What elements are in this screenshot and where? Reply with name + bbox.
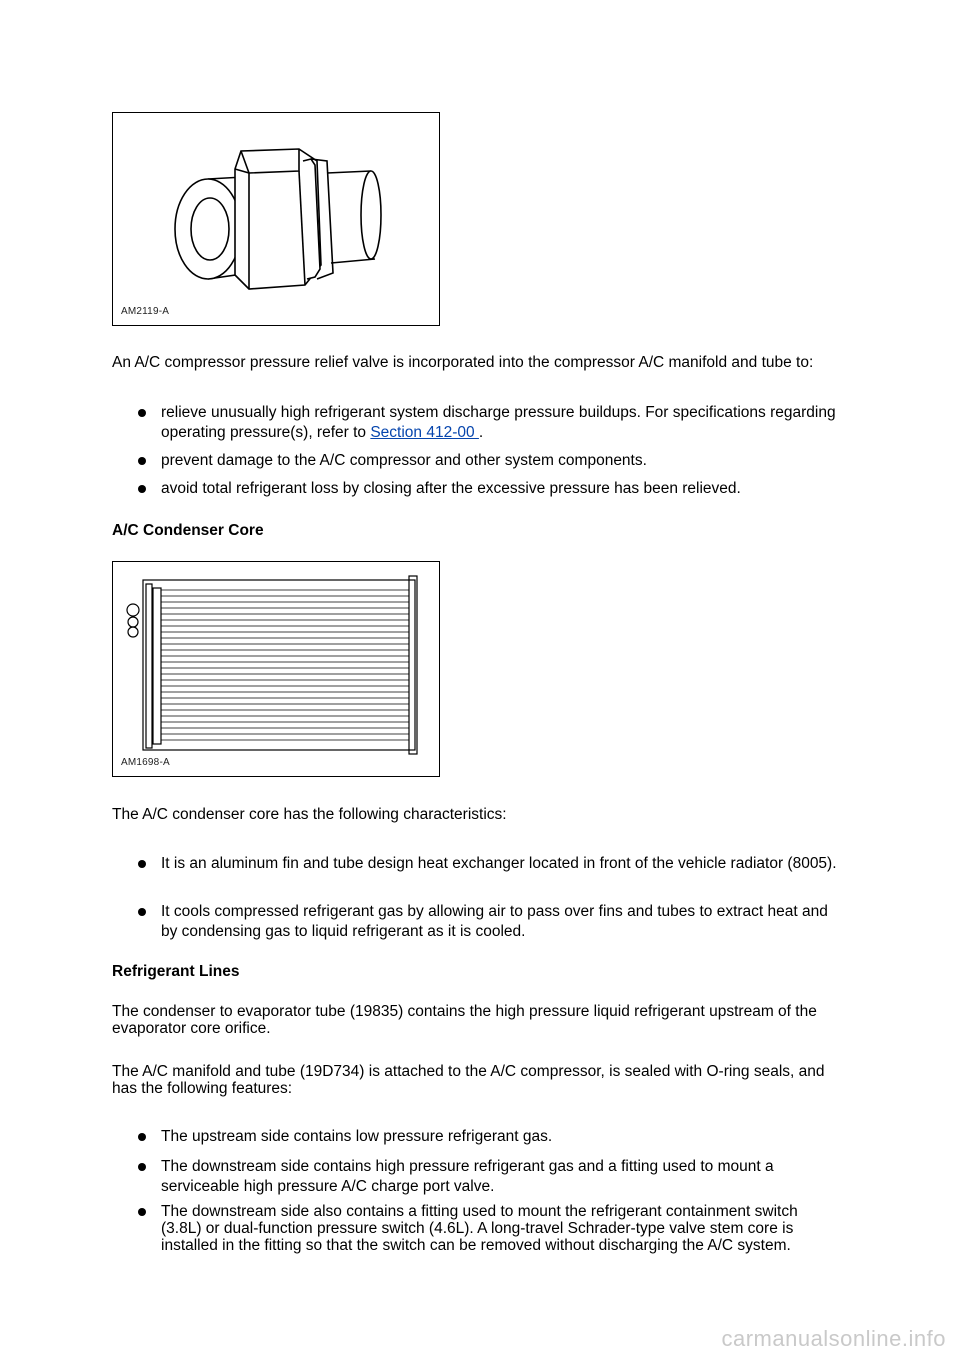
list-item [138, 479, 838, 499]
relief-valve-figure [112, 112, 440, 326]
list-item [138, 1203, 838, 1254]
bullet-icon [138, 908, 146, 916]
list-item-text: The downstream side also contains a fitting used to mount the refrigerant containment switch (3.8L) or dual-function pressure switch (4.6L). A long-travel Schrader-type valve stem core is installed in the fitting so that the switch can be removed without discharging the A/C system. [161, 1203, 798, 1254]
bullet-icon [138, 860, 146, 868]
bullet-icon [138, 1163, 146, 1171]
section-412-00-link[interactable]: Section 412-00 [370, 424, 479, 441]
bullet-icon [138, 485, 146, 493]
bullet-icon [138, 457, 146, 465]
list-item [138, 902, 838, 942]
list-item-text: prevent damage to the A/C compressor and other system components. [161, 452, 647, 469]
refrigerant-lines-paragraph: The condenser to evaporator tube (19835) contains the high pressure liquid refrigerant upstream of the evaporator core orifice. [112, 1003, 817, 1037]
list-item [138, 1127, 838, 1147]
section-heading: Refrigerant Lines [112, 963, 240, 980]
list-item [138, 403, 838, 443]
section-heading: A/C Condenser Core [112, 522, 264, 539]
list-item-text: It cools compressed refrigerant gas by allowing air to pass over fins and tubes to extract heat and by condensing gas to liquid refrigerant as it is cooled. [161, 903, 828, 940]
bullet-icon [138, 1133, 146, 1141]
figure-id-label: AM2119-A [121, 306, 170, 317]
manifold-tube-paragraph: The A/C manifold and tube (19D734) is attached to the A/C compressor, is sealed with O-ring seals, and has the following features: [112, 1063, 825, 1097]
list-item-text: The downstream side contains high pressure refrigerant gas and a fitting used to mount a serviceable high pressure A/C charge port valve. [161, 1158, 774, 1195]
condenser-illustration [113, 562, 439, 776]
bullet-icon [138, 1208, 146, 1216]
list-item-text: It is an aluminum fin and tube design heat exchanger located in front of the vehicle radiator (8005). [161, 855, 837, 872]
list-item-text: relieve unusually high refrigerant system discharge pressure buildups. For specifications regarding operating pressure(s), refer to [161, 404, 836, 441]
list-item [138, 1157, 838, 1197]
relief-valve-intro: An A/C compressor pressure relief valve is incorporated into the compressor A/C manifold and tube to: [112, 354, 814, 371]
list-item [138, 451, 838, 471]
relief-valve-illustration [113, 113, 439, 325]
condenser-figure [112, 561, 440, 777]
site-watermark: carmanualsonline.info [721, 1326, 946, 1351]
condenser-intro: The A/C condenser core has the following characteristics: [112, 806, 507, 823]
list-item-text: The upstream side contains low pressure refrigerant gas. [161, 1128, 553, 1145]
figure-id-label: AM1698-A [121, 757, 170, 768]
list-item [138, 854, 838, 874]
bullet-icon [138, 409, 146, 417]
list-item-text: avoid total refrigerant loss by closing after the excessive pressure has been relieved. [161, 480, 741, 497]
list-item-text-end: . [478, 424, 484, 441]
